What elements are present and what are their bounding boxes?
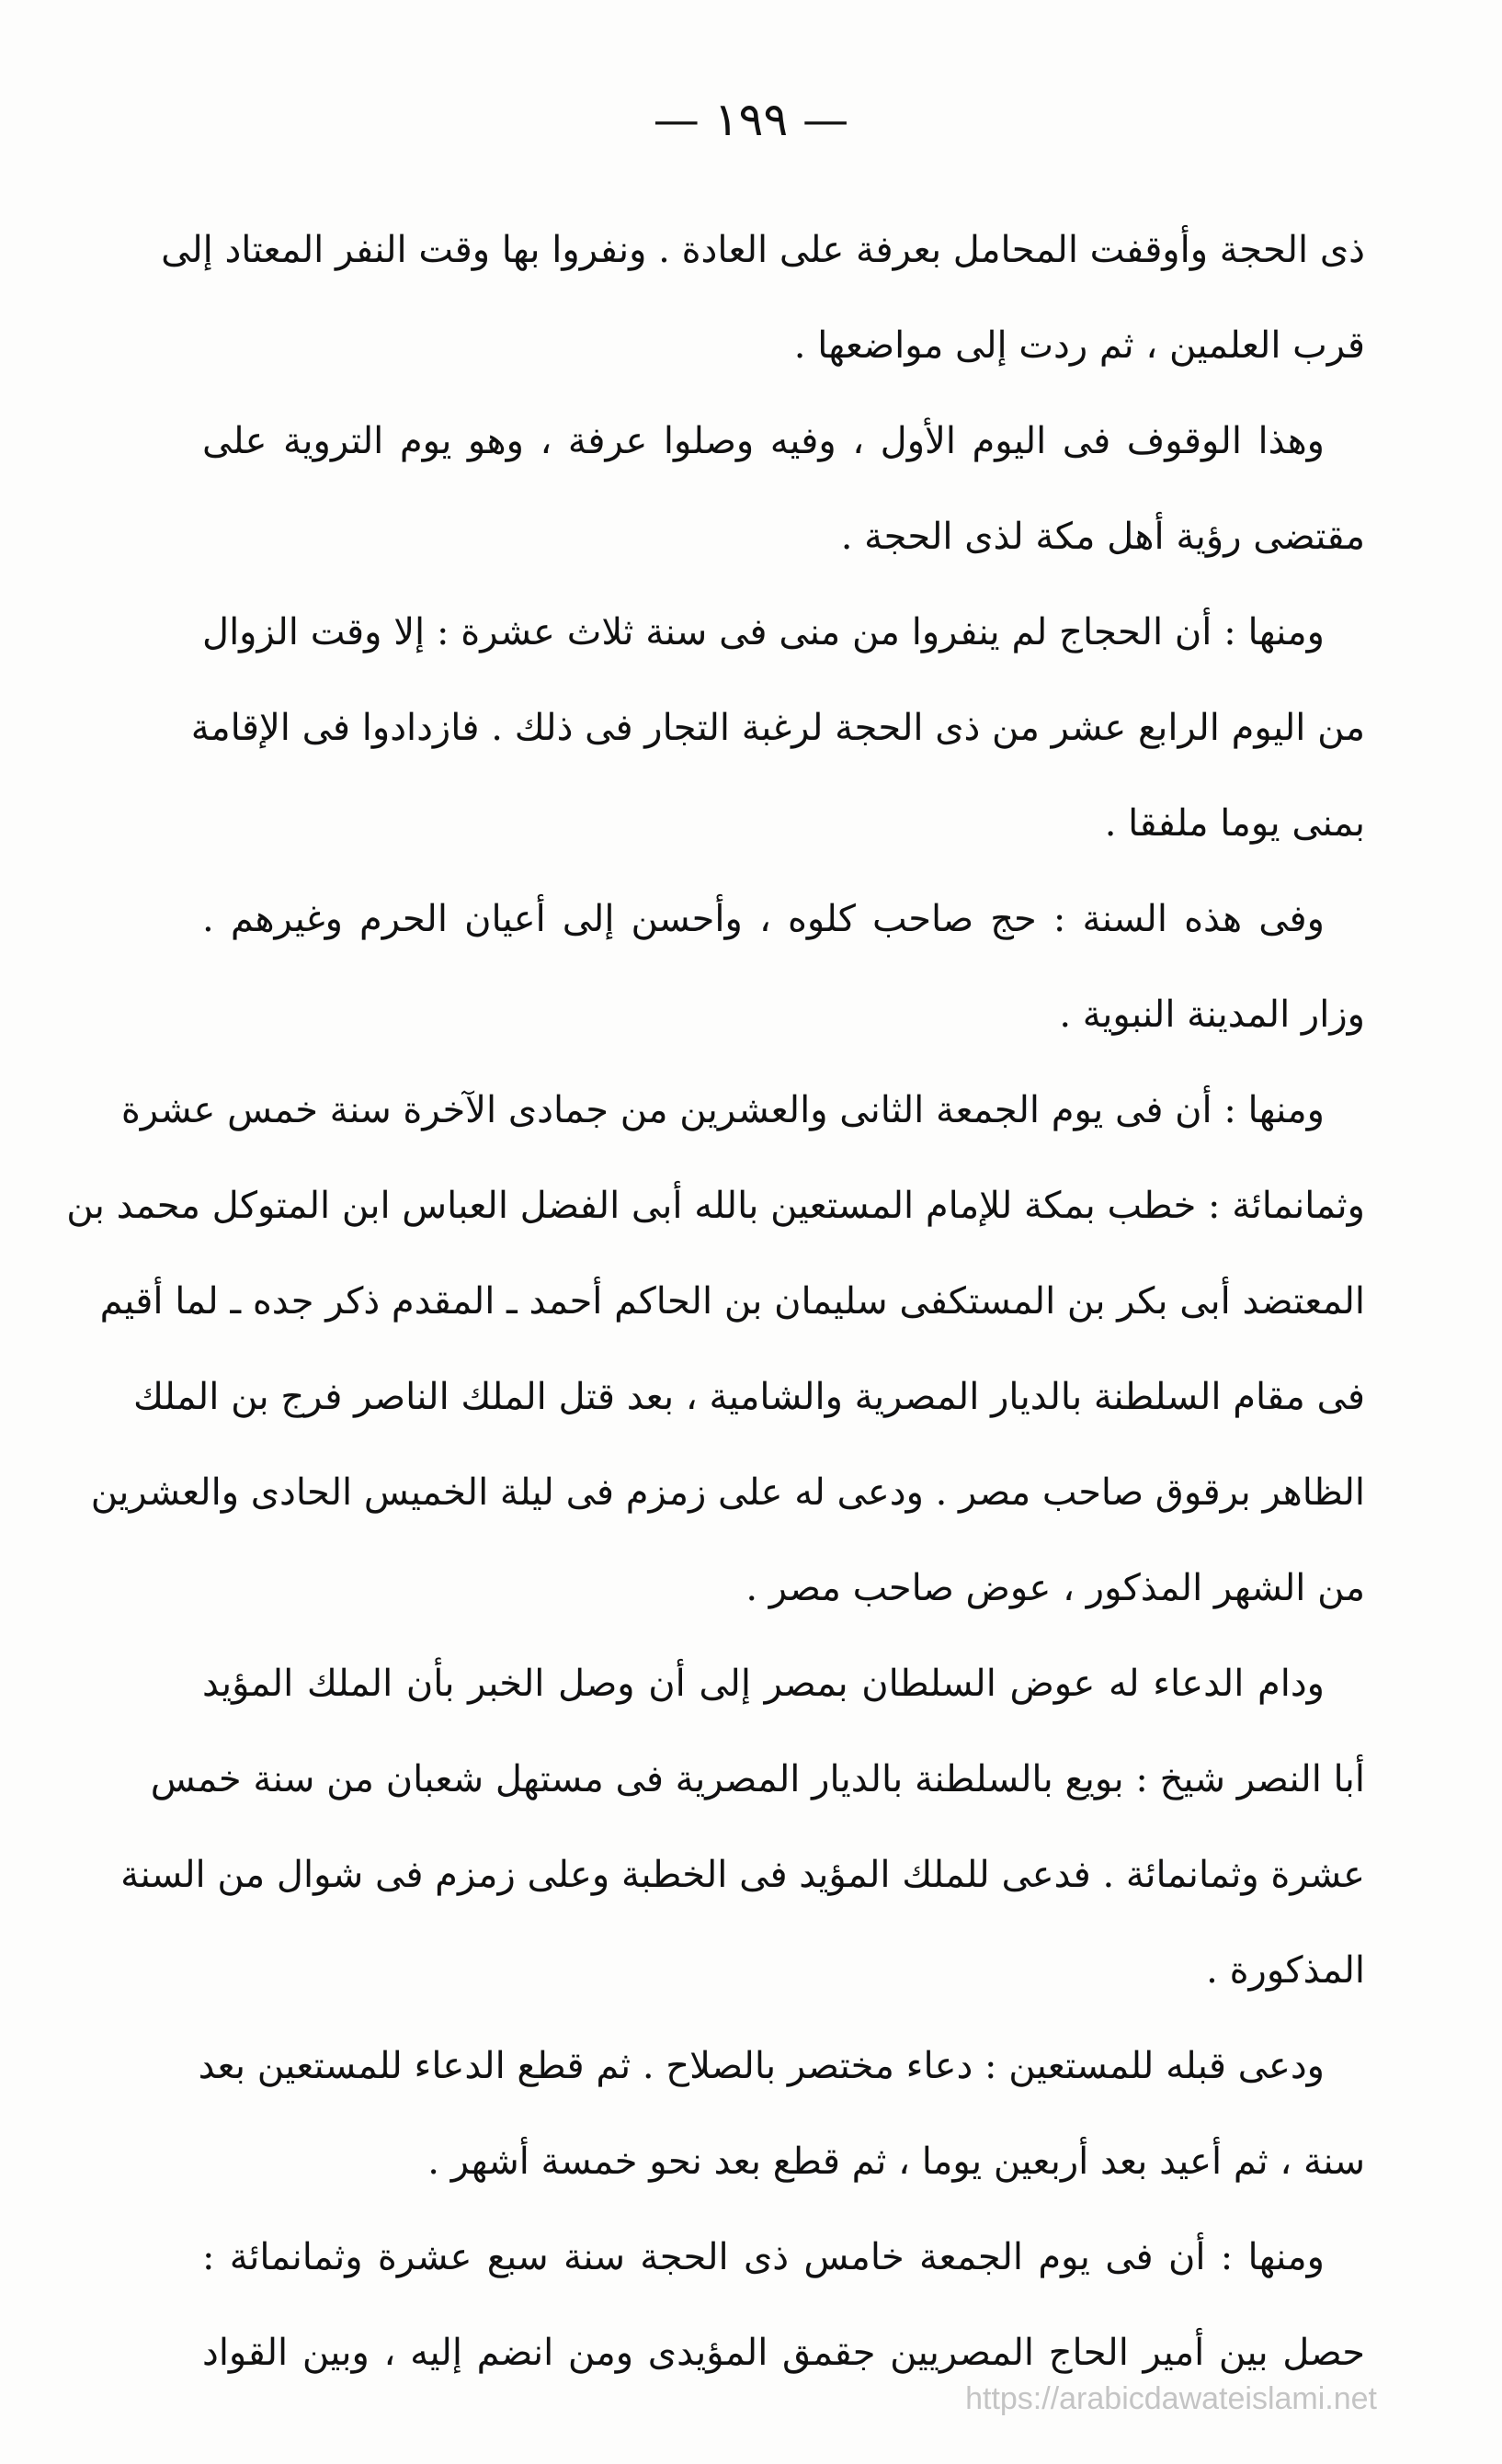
- text-line: وفى هذه السنة : حج صاحب كلوه ، وأحسن إلى أعيان الحرم وغيرهم .: [202, 898, 1325, 940]
- text-line: سنة ، ثم أعيد بعد أربعين يوما ، ثم قطع بعد نحو خمسة أشهر .: [427, 2140, 1365, 2183]
- text-line: وزار المدينة النبوية .: [1059, 994, 1365, 1036]
- text-line: من اليوم الرابع عشر من ذى الحجة لرغبة التجار فى ذلك . فازدادوا فى الإقامة: [190, 707, 1365, 749]
- text-line: من الشهر المذكور ، عوض صاحب مصر .: [745, 1567, 1365, 1609]
- text-line: ومنها : أن الحجاج لم ينفروا من منى فى سنة ثلاث عشرة : إلا وقت الزوال: [202, 611, 1325, 653]
- text-line: حصل بين أمير الحاج المصريين جقمق المؤيدى ومن انضم إليه ، وبين القواد: [202, 2332, 1365, 2374]
- text-line: ذى الحجة وأوقفت المحامل بعرفة على العادة . ونفروا بها وقت النفر المعتاد إلى: [161, 229, 1365, 271]
- text-line: فى مقام السلطنة بالديار المصرية والشامية ، بعد قتل الملك الناصر فرج بن الملك: [132, 1376, 1365, 1418]
- text-line: وثمانمائة : خطب بمكة للإمام المستعين بالله أبى الفضل العباس ابن المتوكل محمد بن: [66, 1185, 1365, 1227]
- text-line: ومنها : أن فى يوم الجمعة الثانى والعشرين من جمادى الآخرة سنة خمس عشرة: [120, 1089, 1325, 1131]
- watermark-url: https://arabicdawateislami.net: [965, 2381, 1377, 2416]
- page-number: — ١٩٩ —: [653, 93, 849, 146]
- text-line: قرب العلمين ، ثم ردت إلى مواضعها .: [793, 324, 1365, 367]
- text-line: مقتضى رؤية أهل مكة لذى الحجة .: [840, 516, 1365, 558]
- text-line: أبا النصر شيخ : بويع بالسلطنة بالديار المصرية فى مستهل شعبان من سنة خمس: [150, 1758, 1365, 1800]
- text-line: ومنها : أن فى يوم الجمعة خامس ذى الحجة سنة سبع عشرة وثمانمائة :: [202, 2236, 1325, 2278]
- body-text: [66, 202, 1365, 2401]
- text-line: ودعى قبله للمستعين : دعاء مختصر بالصلاح . ثم قطع الدعاء للمستعين بعد: [198, 2045, 1325, 2087]
- text-line: المعتضد أبى بكر بن المستكفى سليمان بن الحاكم أحمد ـ المقدم ذكر جده ـ لما أقيم: [99, 1280, 1365, 1323]
- text-line: بمنى يوما ملفقا .: [1104, 802, 1365, 845]
- text-line: المذكورة .: [1206, 1949, 1365, 1992]
- text-line: الظاهر برقوق صاحب مصر . ودعى له على زمزم فى ليلة الخميس الحادى والعشرين: [90, 1471, 1365, 1514]
- text-line: عشرة وثمانمائة . فدعى للملك المؤيد فى الخطبة وعلى زمزم فى شوال من السنة: [120, 1854, 1365, 1896]
- text-line: ودام الدعاء له عوض السلطان بمصر إلى أن وصل الخبر بأن الملك المؤيد: [202, 1663, 1325, 1705]
- text-line: وهذا الوقوف فى اليوم الأول ، وفيه وصلوا عرفة ، وهو يوم التروية على: [202, 420, 1325, 462]
